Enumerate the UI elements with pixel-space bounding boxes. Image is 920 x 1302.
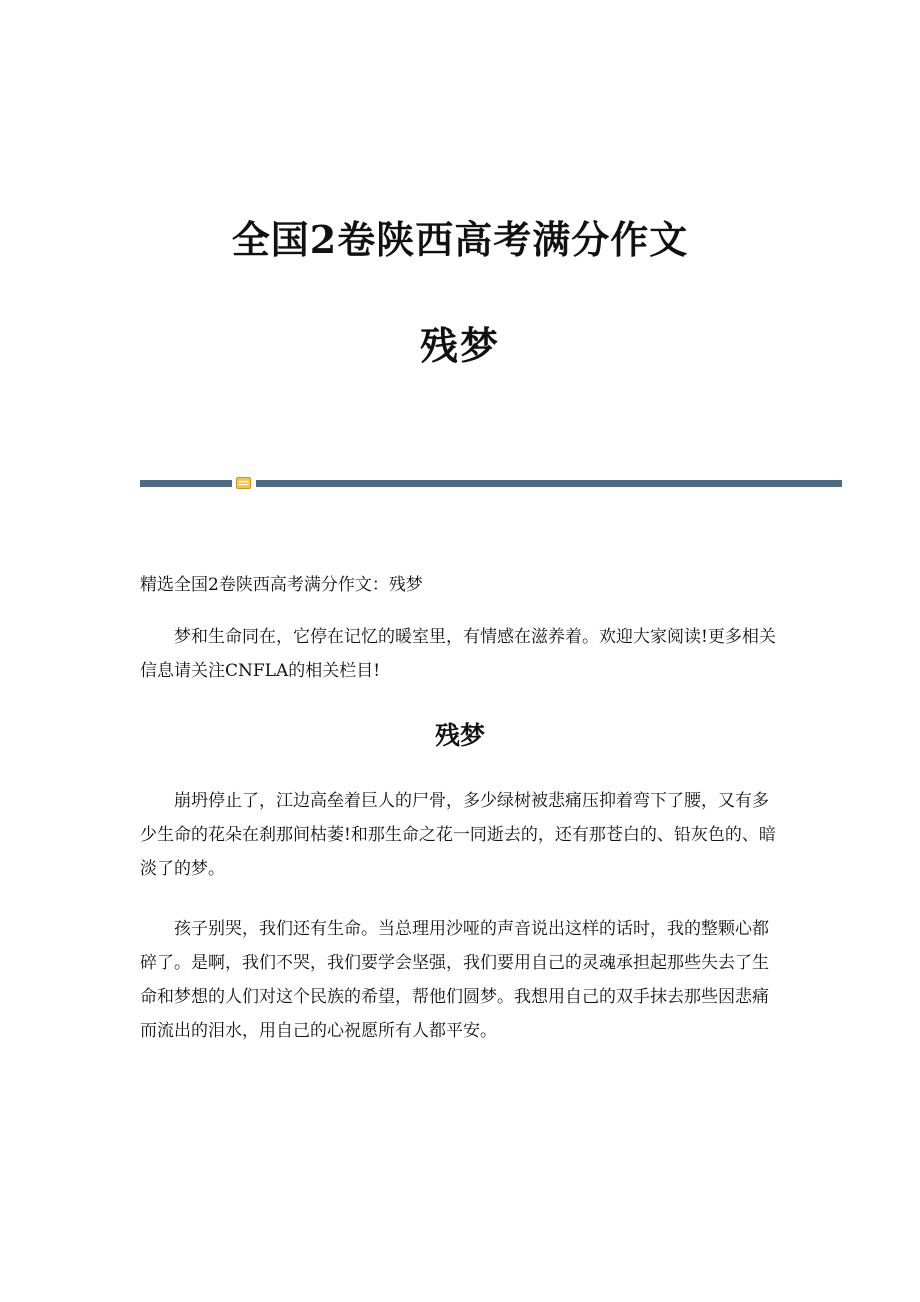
page-subtitle: 残梦 xyxy=(419,323,500,368)
section-heading: 残梦 xyxy=(434,721,485,750)
lead-line: 精选全国2卷陕西高考满分作文：残梦 xyxy=(140,575,423,595)
page-title: 全国2卷陕西高考满分作文 xyxy=(231,217,689,262)
envelope-icon xyxy=(236,477,251,489)
divider-bar-right xyxy=(256,480,842,487)
body-paragraph-2: 孩子别哭，我们还有生命。当总理用沙哑的声音说出这样的话时，我的整颗心都碎了。是啊，我们不哭，我们要学会坚强，我们要用自己的灵魂承担起那些失去了生命和梦想的人们对这个民族的希望，帮他们圆梦。我想用自己的双手抹去那些因悲痛而流出的泪水，用自己的心祝愿所有人都平安。 xyxy=(140,919,769,1041)
divider-bar-left xyxy=(140,480,232,487)
body-paragraph-1: 崩坍停止了，江边高垒着巨人的尸骨，多少绿树被悲痛压抑着弯下了腰，又有多少生命的花朵在刹那间枯萎!和那生命之花一同逝去的，还有那苍白的、铅灰色的、暗淡了的梦。 xyxy=(140,791,776,879)
title-divider xyxy=(140,476,842,492)
intro-paragraph: 梦和生命同在，它停在记忆的暖室里，有情感在滋养着。欢迎大家阅读!更多相关信息请关注CNFLA的相关栏目! xyxy=(140,627,776,681)
article-body xyxy=(140,568,780,1048)
